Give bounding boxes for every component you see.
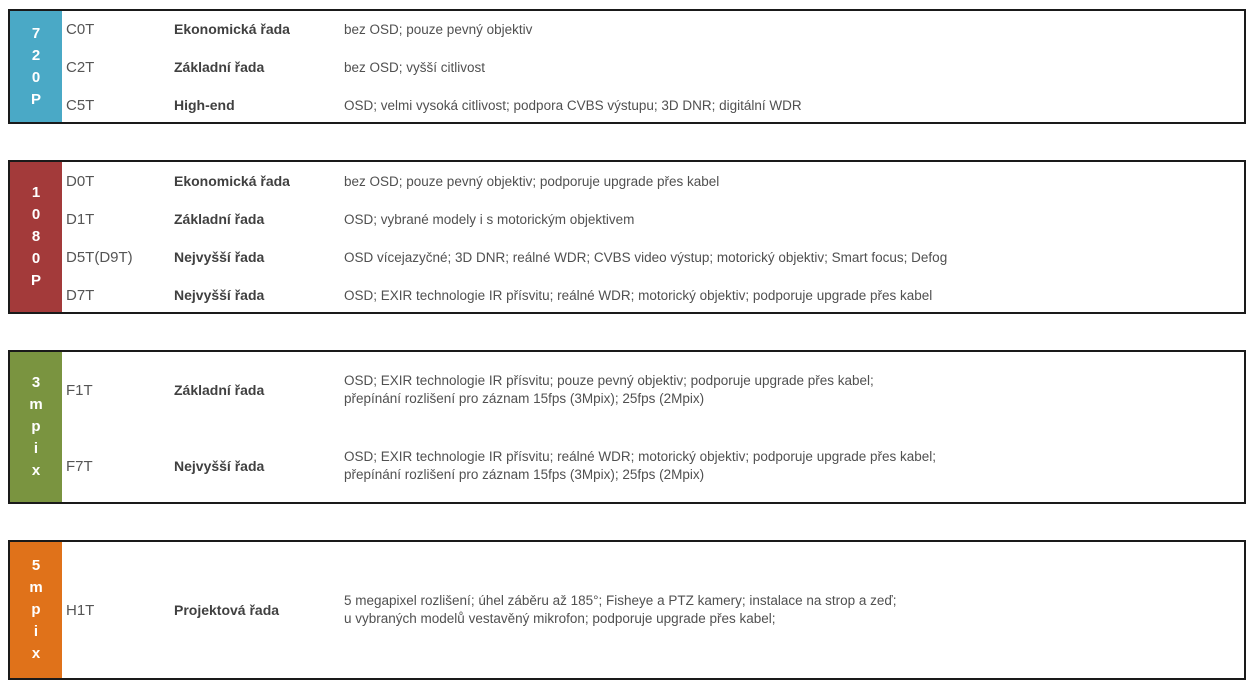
model-code: H1T bbox=[66, 602, 95, 619]
label-char: 2 bbox=[31, 46, 41, 64]
model-code: D7T bbox=[66, 287, 95, 304]
description: bez OSD; pouze pevný objektiv; podporuje upgrade přes kabel bbox=[344, 174, 720, 189]
label-char: m bbox=[29, 579, 43, 596]
label-char: 5 bbox=[31, 557, 41, 574]
description: OSD; velmi vysoká citlivost; podpora CVBS výstupu; 3D DNR; digitální WDR bbox=[344, 98, 802, 113]
model-code: C5T bbox=[66, 97, 95, 114]
series-name: Ekonomická řada bbox=[174, 173, 290, 189]
description: OSD; EXIR technologie IR přísvitu; pouze pevný objektiv; podporuje upgrade přes kabel; přepínání rozlišení pro záznam 15fps (3Mpix); 25fps (2Mpix) bbox=[344, 373, 874, 406]
label-char: p bbox=[31, 418, 41, 435]
model-code: C2T bbox=[66, 59, 95, 76]
group-rows bbox=[62, 11, 1244, 122]
model-code: C0T bbox=[66, 21, 95, 38]
series-name: Nejvyšší řada bbox=[174, 458, 265, 474]
series-name: Projektová řada bbox=[174, 602, 280, 618]
label-char: i bbox=[33, 623, 39, 640]
series-name: High-end bbox=[174, 97, 235, 113]
series-name: Základní řada bbox=[174, 211, 265, 227]
group-rows bbox=[62, 352, 1244, 502]
series-name: Nejvyšší řada bbox=[174, 249, 265, 265]
description: bez OSD; pouze pevný objektiv bbox=[344, 22, 533, 37]
description: OSD vícejazyčné; 3D DNR; reálné WDR; CVBS video výstup; motorický objektiv; Smart focus; Defog bbox=[344, 250, 948, 265]
label-char: p bbox=[31, 601, 41, 618]
label-char: x bbox=[31, 645, 41, 662]
description: OSD; vybrané modely i s motorickým objektivem bbox=[344, 212, 635, 227]
series-name: Ekonomická řada bbox=[174, 21, 290, 37]
label-char: x bbox=[31, 462, 41, 479]
resolution-label bbox=[10, 11, 62, 122]
group-rows bbox=[62, 542, 1244, 678]
group-3mpix bbox=[8, 350, 1246, 504]
label-char: P bbox=[30, 272, 41, 289]
label-char: 8 bbox=[31, 228, 41, 245]
description: bez OSD; vyšší citlivost bbox=[344, 60, 486, 75]
group-720p bbox=[8, 9, 1246, 124]
description: 5 megapixel rozlišení; úhel záběru až 185°; Fisheye a PTZ kamery; instalace na strop a zeď; u vybraných modelů vestavěný mikrofon; podporuje upgrade přes kabel; bbox=[344, 593, 897, 626]
label-char: 7 bbox=[31, 24, 41, 42]
description: OSD; EXIR technologie IR přísvitu; reálné WDR; motorický objektiv; podporuje upgrade přes kabel; přepínání rozlišení pro záznam 15fps (3Mpix); 25fps (2Mpix) bbox=[344, 449, 937, 482]
group-5mpix bbox=[8, 540, 1246, 680]
resolution-label bbox=[10, 542, 62, 678]
series-name: Základní řada bbox=[174, 59, 265, 75]
model-code: F7T bbox=[66, 458, 93, 475]
description: OSD; EXIR technologie IR přísvitu; reálné WDR; motorický objektiv; podporuje upgrade přes kabel bbox=[344, 288, 933, 303]
label-char: 0 bbox=[31, 68, 41, 86]
group-1080p bbox=[8, 160, 1246, 314]
model-code: D1T bbox=[66, 211, 95, 228]
model-code: D5T(D9T) bbox=[66, 249, 133, 266]
series-name: Nejvyšší řada bbox=[174, 287, 265, 303]
label-char: i bbox=[33, 440, 39, 457]
label-char: P bbox=[30, 90, 41, 108]
model-code: D0T bbox=[66, 173, 95, 190]
resolution-label bbox=[10, 162, 62, 312]
group-rows bbox=[62, 162, 1244, 312]
label-char: 0 bbox=[31, 206, 41, 223]
label-char: 0 bbox=[31, 250, 41, 267]
resolution-label bbox=[10, 352, 62, 502]
label-char: m bbox=[29, 396, 43, 413]
label-char: 3 bbox=[31, 374, 41, 391]
series-name: Základní řada bbox=[174, 382, 265, 398]
model-code: F1T bbox=[66, 382, 93, 399]
label-char: 1 bbox=[31, 184, 41, 201]
